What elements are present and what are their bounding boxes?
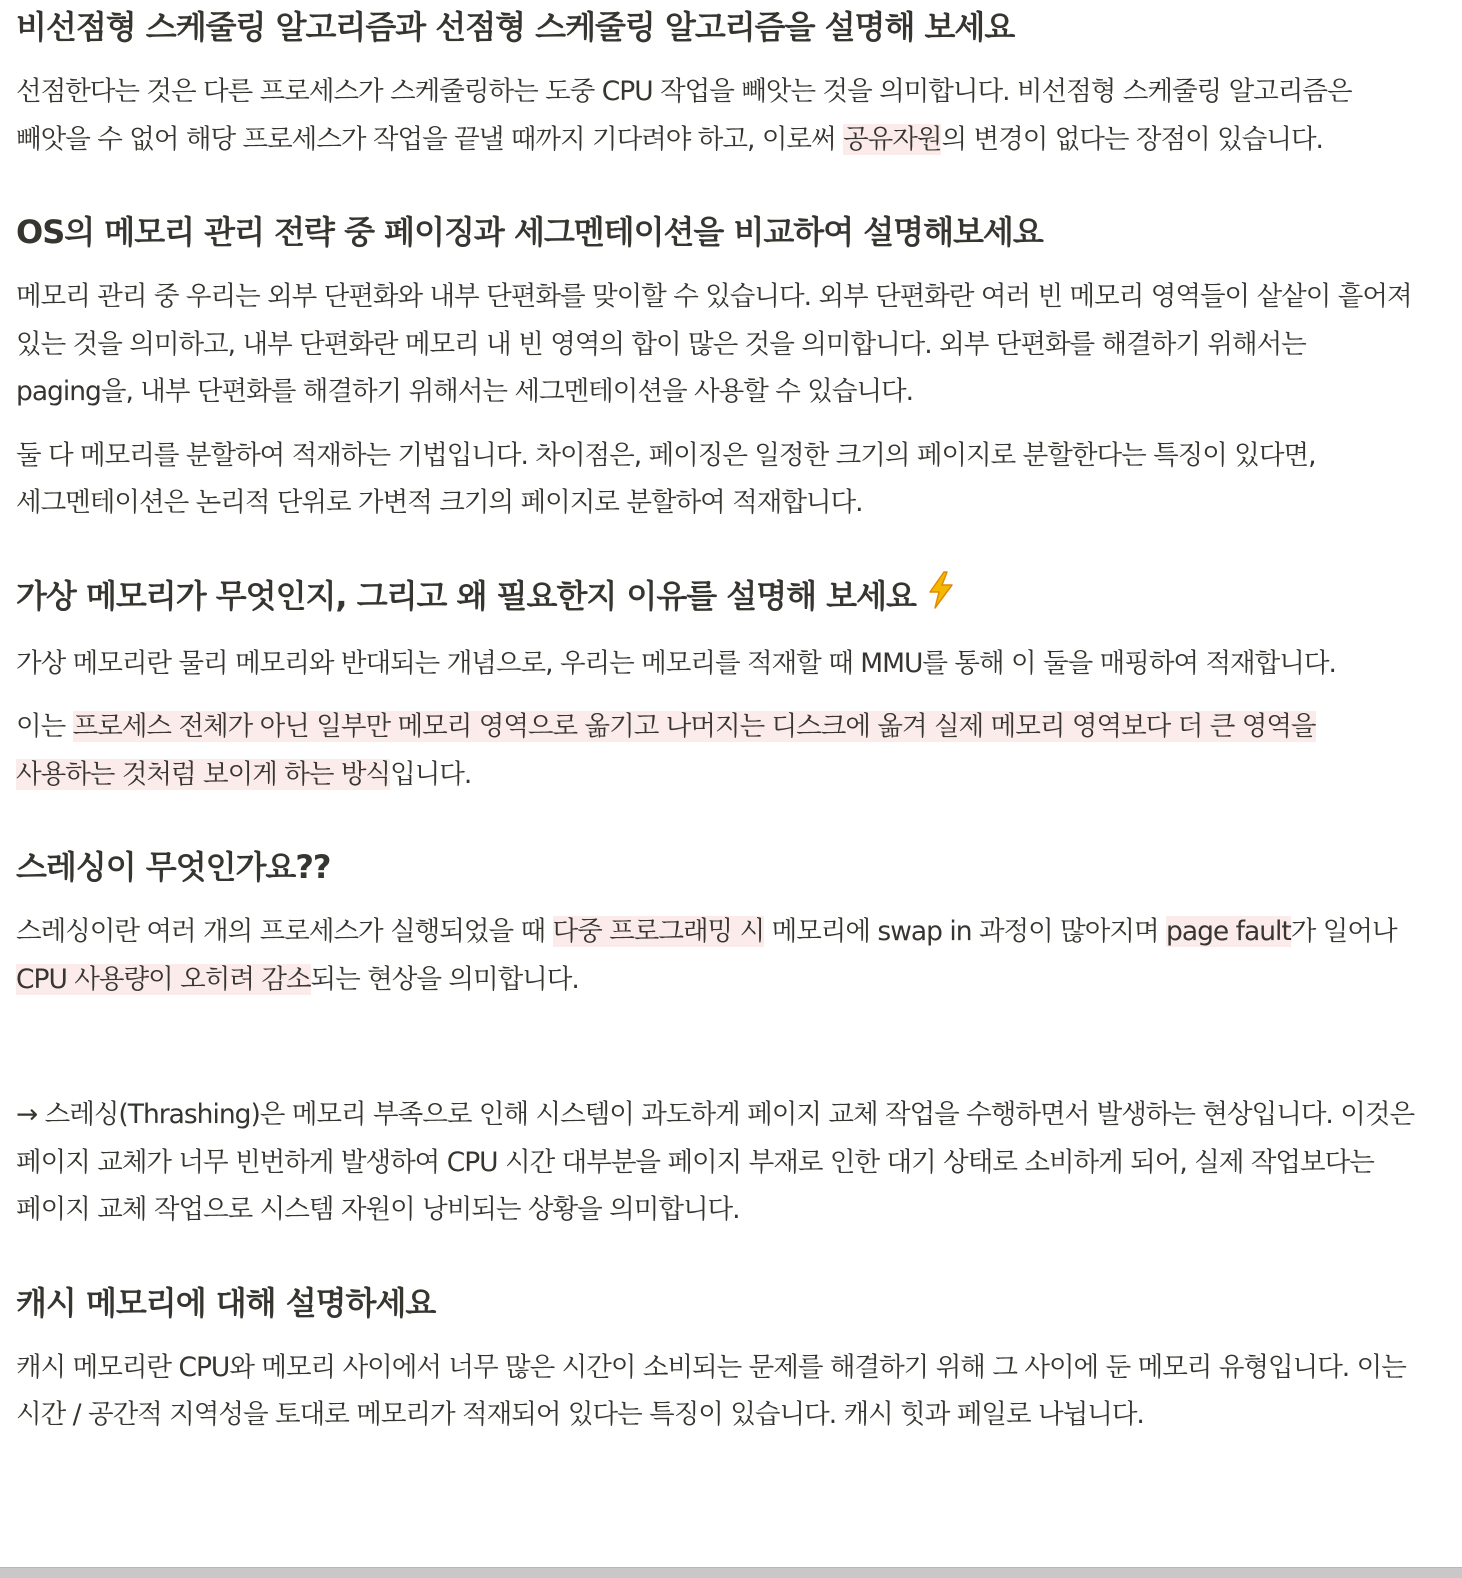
- text-run: 스레싱이란 여러 개의 프로세스가 실행되었을 때: [16, 916, 553, 947]
- text-run: 선점한다는 것은 다른 프로세스가 스케줄링하는 도중 CPU 작업을 빼앗는 것을 의미합니다. 비선점형 스케줄링 알고리즘은 빼앗을 수 없어 해당 프로세스가 작업을 끝낼 때까지 기다려야 하고, 이로써: [16, 76, 1352, 155]
- section-heading-virtual-memory: [16, 569, 1416, 626]
- document-body: [16, 0, 1416, 1439]
- section-heading-paging-segmentation: OS의 메모리 관리 전략 중 페이징과 세그멘테이션을 비교하여 설명해보세요: [16, 213, 1043, 251]
- paragraph-virtual-memory-purpose: [16, 703, 1416, 798]
- text-run: 가 일어나: [1290, 916, 1397, 947]
- highlighted-text: 공유자원: [843, 123, 942, 155]
- section-heading-scheduling: 비선점형 스케줄링 알고리즘과 선점형 스케줄링 알고리즘을 설명해 보세요: [16, 8, 1015, 46]
- section-heading-cache-memory: 캐시 메모리에 대해 설명하세요: [16, 1283, 436, 1322]
- paragraph-paging-vs-segmentation: 둘 다 메모리를 분할하여 적재하는 기법입니다. 차이점은, 페이징은 일정한 크기의 페이지로 분할한다는 특징이 있다면, 세그멘테이션은 논리적 단위로 가변적 크기의 페이지로 분할하여 적재합니다.: [16, 439, 1316, 518]
- text-run: 이는: [16, 711, 73, 742]
- paragraph-thrashing-explanation: → 스레싱(Thrashing)은 메모리 부족으로 인해 시스템이 과도하게 페이지 교체 작업을 수행하면서 발생하는 현상입니다. 이것은 페이지 교체가 너무 빈번하게 발생하여 CPU 시간 대부분을 페이지 부재로 인한 대기 상태로 소비하게 되어, 실제 작업보다는 페이지 교체 작업으로 시스템 자원이 낭비되는 상황을 의미합니다.: [16, 1099, 1415, 1225]
- paragraph-fragmentation: 메모리 관리 중 우리는 외부 단편화와 내부 단편화를 맞이할 수 있습니다. 외부 단편화란 여러 빈 메모리 영역들이 샅샅이 흩어져 있는 것을 의미하고, 내부 단편화란 메모리 내 빈 영역의 합이 많은 것을 의미합니다. 외부 단편화를 해결하기 위해서는 paging을, 내부 단편화를 해결하기 위해서는 세그멘테이션을 사용할 수 있습니다.: [16, 281, 1412, 407]
- high-voltage-icon: [924, 570, 958, 626]
- text-run: 의 변경이 없다는 장점이 있습니다.: [941, 123, 1323, 155]
- paragraph-virtual-memory-definition: 가상 메모리란 물리 메모리와 반대되는 개념으로, 우리는 메모리를 적재할 때 MMU를 통해 이 둘을 매핑하여 적재합니다.: [16, 647, 1336, 679]
- horizontal-scrollbar[interactable]: [0, 1567, 1462, 1578]
- text-run: 되는 현상을 의미합니다.: [310, 963, 579, 995]
- heading-text: 가상 메모리가 무엇인지, 그리고 왜 필요한지 이유를 설명해 보세요: [16, 576, 916, 615]
- paragraph-scheduling: [16, 68, 1416, 163]
- text-run: 메모리에 swap in 과정이 많아지며: [764, 916, 1167, 947]
- section-heading-thrashing: 스레싱이 무엇인가요??: [16, 848, 331, 886]
- highlighted-text: 다중 프로그래밍 시: [552, 916, 765, 947]
- text-run: 입니다.: [390, 758, 472, 790]
- paragraph-thrashing-definition: [16, 908, 1416, 1003]
- highlighted-text: CPU 사용량이 오히려 감소: [16, 963, 311, 995]
- highlighted-text: page fault: [1166, 916, 1291, 947]
- highlighted-text: 프로세스 전체가 아닌 일부만 메모리 영역으로 옮기고 나머지는 디스크에 옮겨 실제 메모리 영역보다 더 큰 영역을 사용하는 것처럼 보이게 하는 방식: [16, 711, 1316, 790]
- paragraph-cache-memory: 캐시 메모리란 CPU와 메모리 사이에서 너무 많은 시간이 소비되는 문제를 해결하기 위해 그 사이에 둔 메모리 유형입니다. 이는 시간 / 공간적 지역성을 토대로 메모리가 적재되어 있다는 특징이 있습니다. 캐시 힛과 페일로 나뉩니다.: [16, 1351, 1406, 1430]
